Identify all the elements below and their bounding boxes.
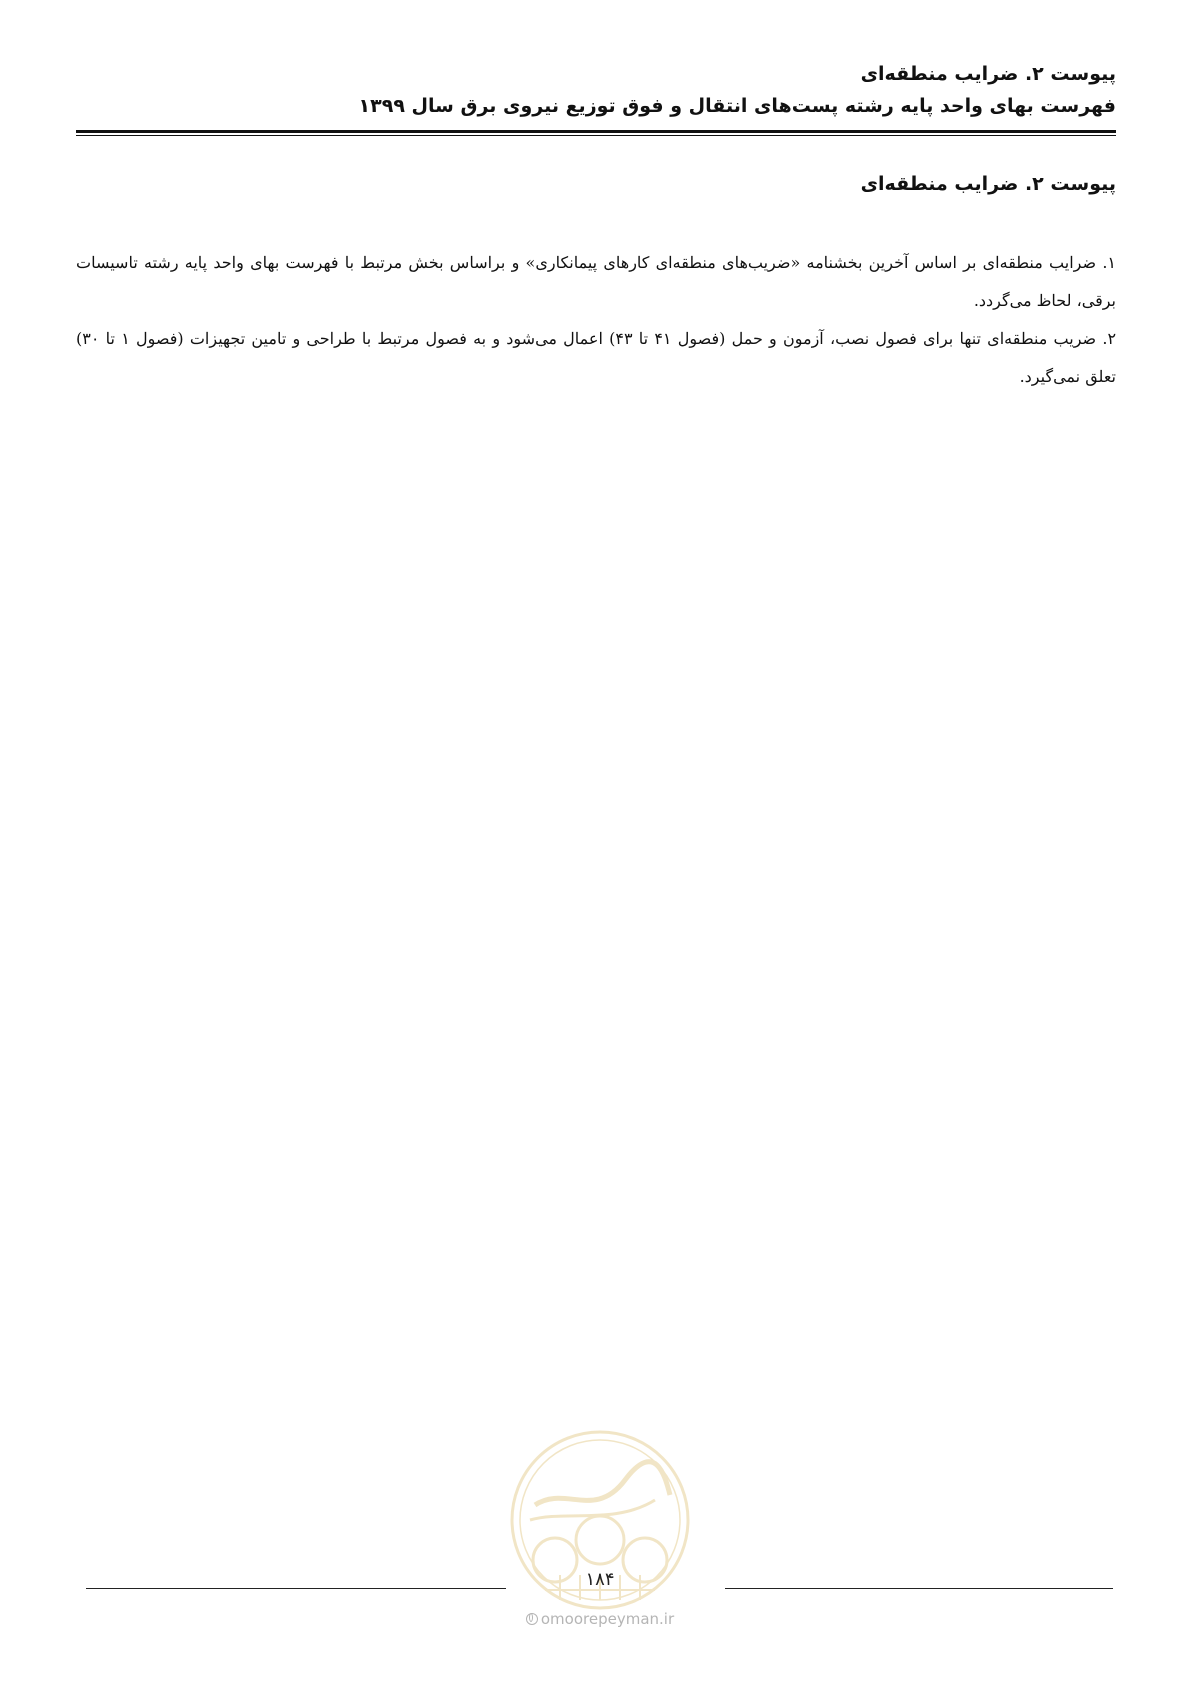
page-header [76,58,1116,122]
section-title: پیوست ۲. ضرایب منطقه‌ای [860,173,1116,195]
header-appendix-title: پیوست ۲. ضرایب منطقه‌ای [860,63,1116,85]
footer-url [500,1610,700,1628]
paragraph-1: ۱. ضرایب منطقه‌ای بر اساس آخرین بخشنامه «ضریب‌های منطقه‌ای کارهای پیمانکاری» و براساس بخش مرتبط با فهرست بهای واحد پایه رشته تاسیسات برقی، لحاظ می‌گردد. [76,253,1116,310]
header-document-title: فهرست بهای واحد پایه رشته پست‌های انتقال و فوق توزیع نیروی برق سال ۱۳۹۹ [358,95,1116,117]
globe-icon [526,1613,538,1625]
header-double-rule [76,130,1116,136]
footer-rule-left [86,1588,506,1589]
footer-rule-right [725,1588,1113,1589]
body-text [76,244,1116,396]
page-number: ۱۸۴ [585,1569,615,1590]
footer-url-text: omoorepeyman.ir [540,1610,675,1628]
paragraph-2: ۲. ضریب منطقه‌ای تنها برای فصول نصب، آزمون و حمل (فصول ۴۱ تا ۴۳) اعمال می‌شود و به فصول مرتبط با طراحی و تامین تجهیزات (فصول ۱ تا ۳۰) تعلق نمی‌گیرد. [76,329,1117,386]
